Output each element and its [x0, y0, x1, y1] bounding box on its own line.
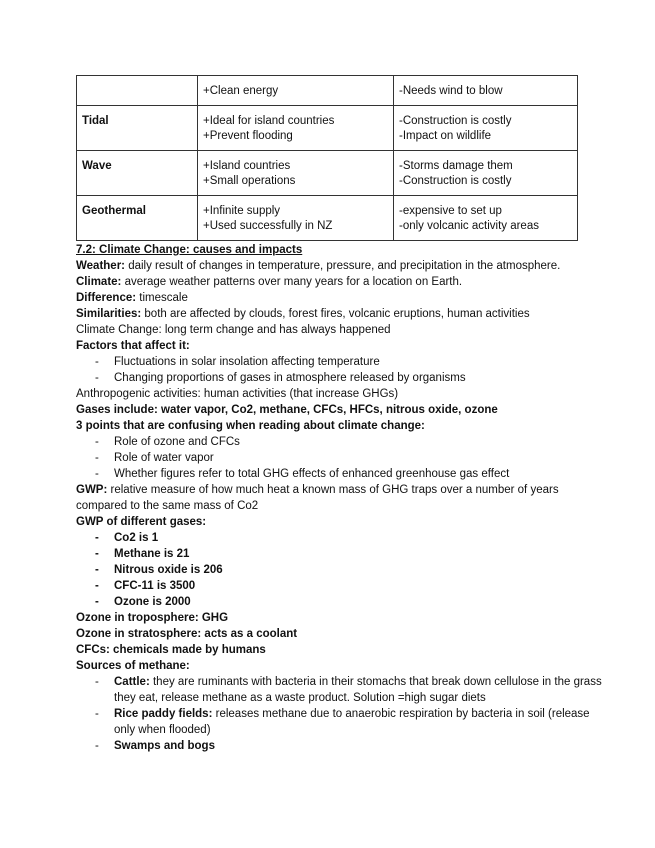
pro-item: +Infinite supply — [203, 205, 281, 217]
term-label: Swamps and bogs — [114, 740, 215, 752]
term-text: they are ruminants with bacteria in their stomachs that break down cellulose in the grass they eat, release methane as a waste product. Solution =high sugar diets — [114, 676, 602, 704]
definition-weather — [76, 258, 606, 274]
ozone-stratosphere-note: Ozone in stratosphere: acts as a coolant — [76, 628, 298, 640]
list-item: - Ozone is 2000 — [95, 596, 191, 608]
term-label: Similarities: — [76, 308, 142, 320]
energy-type-cell: Tidal — [77, 106, 198, 151]
term-text: timescale — [136, 292, 188, 304]
list-item: - Co2 is 1 — [95, 532, 159, 544]
pro-item: +Small operations — [203, 175, 296, 187]
con-item: -Needs wind to blow — [399, 85, 503, 97]
energy-pros-cons-table — [76, 75, 578, 241]
bullet-dash: - — [95, 564, 99, 576]
definition-similarities — [76, 306, 606, 322]
list-item: - Role of ozone and CFCs — [95, 436, 240, 448]
energy-type-cell: Geothermal — [77, 196, 198, 241]
cons-cell — [394, 106, 578, 151]
bullet-dash: - — [95, 548, 99, 560]
list-item: - Fluctuations in solar insolation affecting temperature — [95, 356, 380, 368]
con-item: -expensive to set up — [399, 205, 502, 217]
table-row — [77, 106, 578, 151]
term-text: average weather patterns over many years for a location on Earth. — [121, 276, 463, 288]
methane-heading: Sources of methane: — [76, 660, 190, 672]
pro-item: +Prevent flooding — [203, 130, 293, 142]
term-label: Weather: — [76, 260, 125, 272]
term-text: both are affected by clouds, forest fires, volcanic eruptions, human activities — [141, 308, 530, 320]
pro-item: +Island countries — [203, 160, 291, 172]
list-item: - Nitrous oxide is 206 — [95, 564, 223, 576]
pro-item: +Ideal for island countries — [203, 115, 335, 127]
confusing-heading: 3 points that are confusing when reading about climate change: — [76, 420, 425, 432]
cfcs-note: CFCs: chemicals made by humans — [76, 644, 266, 656]
table-row — [77, 151, 578, 196]
bullet-dash: - — [95, 356, 99, 368]
energy-type-cell: Wave — [77, 151, 198, 196]
ozone-troposphere-note: Ozone in troposphere: GHG — [76, 612, 229, 624]
bullet-dash: - — [95, 676, 99, 688]
list-item: - Methane is 21 — [95, 548, 190, 560]
climate-change-definition: Climate Change: long term change and has always happened — [76, 324, 391, 336]
gases-note: Gases include: water vapor, Co2, methane, CFCs, HFCs, nitrous oxide, ozone — [76, 404, 498, 416]
term-text: daily result of changes in temperature, pressure, and precipitation in the atmosphere. — [125, 260, 561, 272]
con-item: -only volcanic activity areas — [399, 220, 539, 232]
bullet-dash: - — [95, 596, 99, 608]
bullet-dash: - — [95, 372, 99, 384]
definition-gwp — [76, 482, 606, 514]
anthropogenic-note: Anthropogenic activities: human activities (that increase GHGs) — [76, 388, 399, 400]
pros-cell — [198, 151, 394, 196]
pros-cell — [198, 106, 394, 151]
bullet-dash: - — [95, 740, 99, 752]
term-label: Climate: — [76, 276, 122, 288]
section-heading: 7.2: Climate Change: causes and impacts — [76, 244, 303, 256]
notes-section — [76, 242, 606, 754]
list-item — [76, 738, 606, 754]
list-item — [76, 706, 606, 738]
cons-cell — [394, 196, 578, 241]
con-item: -Impact on wildlife — [399, 130, 492, 142]
bullet-dash: - — [95, 468, 99, 480]
table-row — [77, 76, 578, 106]
gwp-heading: GWP of different gases: — [76, 516, 207, 528]
pros-cell — [198, 76, 394, 106]
con-item: -Storms damage them — [399, 160, 513, 172]
list-item: - Changing proportions of gases in atmosphere released by organisms — [95, 372, 466, 384]
term-text: releases methane due to anaerobic respiration by bacteria in soil (release only when flooded) — [114, 708, 590, 736]
term-label: Cattle: — [114, 676, 150, 688]
list-item: - Whether figures refer to total GHG effects of enhanced greenhouse gas effect — [95, 468, 510, 480]
term-label: Rice paddy fields: — [114, 708, 213, 720]
factors-heading: Factors that affect it: — [76, 340, 190, 352]
list-item: - CFC-11 is 3500 — [95, 580, 196, 592]
definition-climate — [76, 274, 606, 290]
pro-item: +Clean energy — [203, 85, 279, 97]
bullet-dash: - — [95, 708, 99, 720]
list-item — [76, 674, 606, 706]
bullet-dash: - — [95, 532, 99, 544]
term-text: relative measure of how much heat a known mass of GHG traps over a number of years compared to the same mass of Co2 — [76, 484, 559, 512]
cons-cell — [394, 76, 578, 106]
bullet-dash: - — [95, 580, 99, 592]
energy-type-cell — [77, 76, 198, 106]
con-item: -Construction is costly — [399, 175, 512, 187]
con-item: -Construction is costly — [399, 115, 512, 127]
table-row — [77, 196, 578, 241]
definition-difference — [76, 290, 606, 306]
pros-cell — [198, 196, 394, 241]
bullet-dash: - — [95, 452, 99, 464]
term-label: GWP: — [76, 484, 108, 496]
bullet-dash: - — [95, 436, 99, 448]
cons-cell — [394, 151, 578, 196]
pro-item: +Used successfully in NZ — [203, 220, 333, 232]
term-label: Difference: — [76, 292, 137, 304]
list-item: - Role of water vapor — [95, 452, 214, 464]
